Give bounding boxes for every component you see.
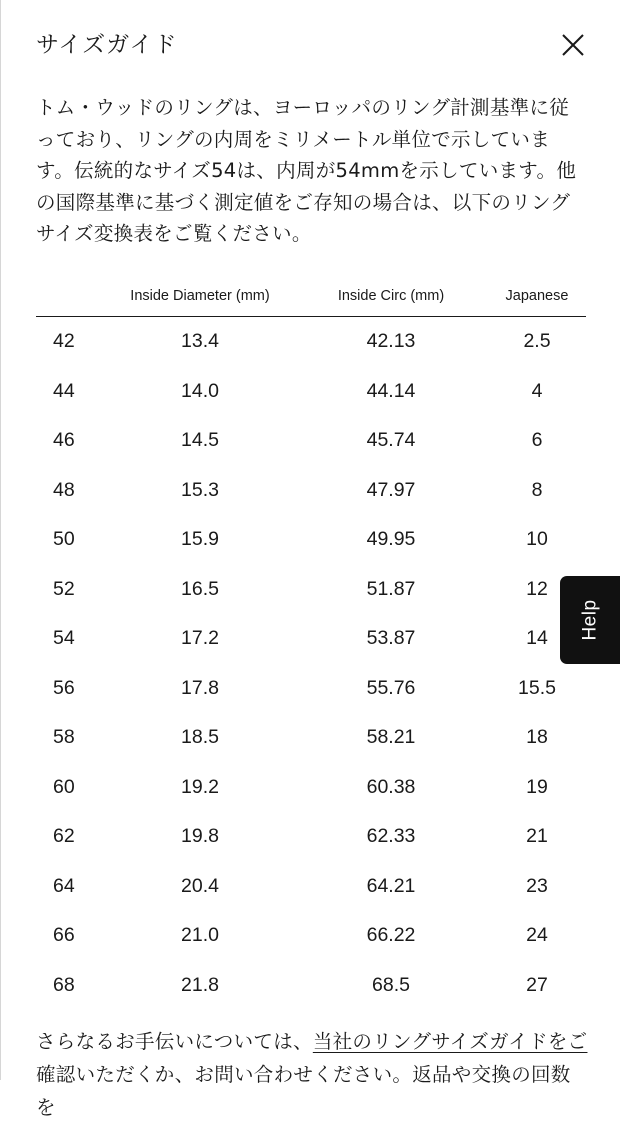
table-row xyxy=(36,812,586,862)
cell-size: 48 xyxy=(53,478,75,501)
cell-japanese: 27 xyxy=(526,973,548,996)
cell-size: 42 xyxy=(53,330,75,353)
cell-japanese: 23 xyxy=(526,874,548,897)
ring-size-table xyxy=(36,280,586,1010)
cell-inside-diameter: 19.2 xyxy=(181,775,219,798)
cell-japanese: 24 xyxy=(526,924,548,947)
cell-inside-circ: 51.87 xyxy=(366,577,416,600)
cell-size: 56 xyxy=(53,676,75,699)
cell-inside-diameter: 14.5 xyxy=(181,429,219,452)
cell-japanese: 19 xyxy=(526,775,548,798)
help-label: Help xyxy=(579,599,601,641)
cell-inside-diameter: 20.4 xyxy=(181,874,219,897)
table-row xyxy=(36,515,586,565)
footer-text xyxy=(36,1025,588,1124)
cell-inside-circ: 55.76 xyxy=(366,676,416,699)
help-button[interactable] xyxy=(560,576,620,664)
cell-inside-diameter: 21.0 xyxy=(181,924,219,947)
cell-inside-diameter: 19.8 xyxy=(181,825,219,848)
footer-text-before: さらなるお手伝いについては、 xyxy=(36,1030,313,1053)
header-japanese: Japanese xyxy=(488,280,586,317)
cell-japanese: 10 xyxy=(526,528,548,551)
cell-japanese: 12 xyxy=(526,577,548,600)
table-row xyxy=(36,565,586,615)
cell-inside-diameter: 16.5 xyxy=(181,577,219,600)
cell-size: 68 xyxy=(53,973,75,996)
cell-inside-circ: 42.13 xyxy=(366,330,416,353)
cell-inside-diameter: 13.4 xyxy=(181,330,219,353)
cell-inside-circ: 60.38 xyxy=(366,775,416,798)
table-row xyxy=(36,416,586,466)
cell-inside-circ: 62.33 xyxy=(366,825,416,848)
table-row xyxy=(36,713,586,763)
cell-size: 50 xyxy=(53,528,75,551)
header-size xyxy=(36,280,106,317)
cell-inside-diameter: 21.8 xyxy=(181,973,219,996)
cell-size: 54 xyxy=(53,627,75,650)
cell-inside-circ: 66.22 xyxy=(366,924,416,947)
cell-inside-diameter: 15.3 xyxy=(181,478,219,501)
header-inside-circ: Inside Circ (mm) xyxy=(294,280,488,317)
page-title: サイズガイド xyxy=(36,32,178,58)
ring-size-guide-link[interactable]: 当社のリングサイズガイドをご xyxy=(312,1030,588,1053)
table-row xyxy=(36,466,586,516)
cell-japanese: 18 xyxy=(526,726,548,749)
header-inside-diameter: Inside Diameter (mm) xyxy=(106,280,294,317)
cell-inside-circ: 44.14 xyxy=(366,379,416,402)
table-row xyxy=(36,961,586,1011)
table-header-row xyxy=(36,280,586,317)
table-row xyxy=(36,317,586,367)
cell-inside-circ: 64.21 xyxy=(366,874,416,897)
table-row xyxy=(36,614,586,664)
table-row xyxy=(36,367,586,417)
table-body xyxy=(36,317,586,1011)
cell-size: 52 xyxy=(53,577,75,600)
cell-japanese: 6 xyxy=(531,429,543,452)
cell-inside-circ: 47.97 xyxy=(366,478,416,501)
cell-size: 66 xyxy=(53,924,75,947)
table-row xyxy=(36,763,586,813)
cell-japanese: 4 xyxy=(531,379,543,402)
cell-inside-circ: 49.95 xyxy=(366,528,416,551)
cell-inside-diameter: 17.2 xyxy=(181,627,219,650)
cell-inside-circ: 58.21 xyxy=(366,726,416,749)
cell-inside-diameter: 14.0 xyxy=(181,379,219,402)
cell-inside-circ: 68.5 xyxy=(372,973,410,996)
cell-size: 44 xyxy=(53,379,75,402)
cell-inside-diameter: 18.5 xyxy=(181,726,219,749)
cell-inside-diameter: 15.9 xyxy=(181,528,219,551)
table-row xyxy=(36,911,586,961)
intro-text: トム・ウッドのリングは、ヨーロッパのリング計測基準に従っており、リングの内周をミリメートル単位で示しています。伝統的なサイズ54は、内周が54mmを示しています。他の国際基準に基づく測定値をご存知の場合は、以下のリングサイズ変換表をご覧ください。 xyxy=(36,96,577,245)
footer-text-after: 確認いただくか、お問い合わせください。返品や交換の回数を xyxy=(36,1063,571,1119)
close-icon xyxy=(558,30,588,60)
cell-size: 46 xyxy=(53,429,75,452)
cell-size: 62 xyxy=(53,825,75,848)
cell-size: 64 xyxy=(53,874,75,897)
cell-size: 60 xyxy=(53,775,75,798)
panel-edge-divider xyxy=(0,0,1,1080)
cell-japanese: 14 xyxy=(526,627,548,650)
close-button[interactable] xyxy=(558,30,588,60)
cell-japanese: 2.5 xyxy=(523,330,551,353)
table-row xyxy=(36,664,586,714)
cell-japanese: 15.5 xyxy=(518,676,556,699)
cell-size: 58 xyxy=(53,726,75,749)
cell-japanese: 21 xyxy=(526,825,548,848)
table-row xyxy=(36,862,586,912)
cell-inside-circ: 53.87 xyxy=(366,627,416,650)
cell-japanese: 8 xyxy=(531,478,543,501)
cell-inside-circ: 45.74 xyxy=(366,429,416,452)
cell-inside-diameter: 17.8 xyxy=(181,676,219,699)
